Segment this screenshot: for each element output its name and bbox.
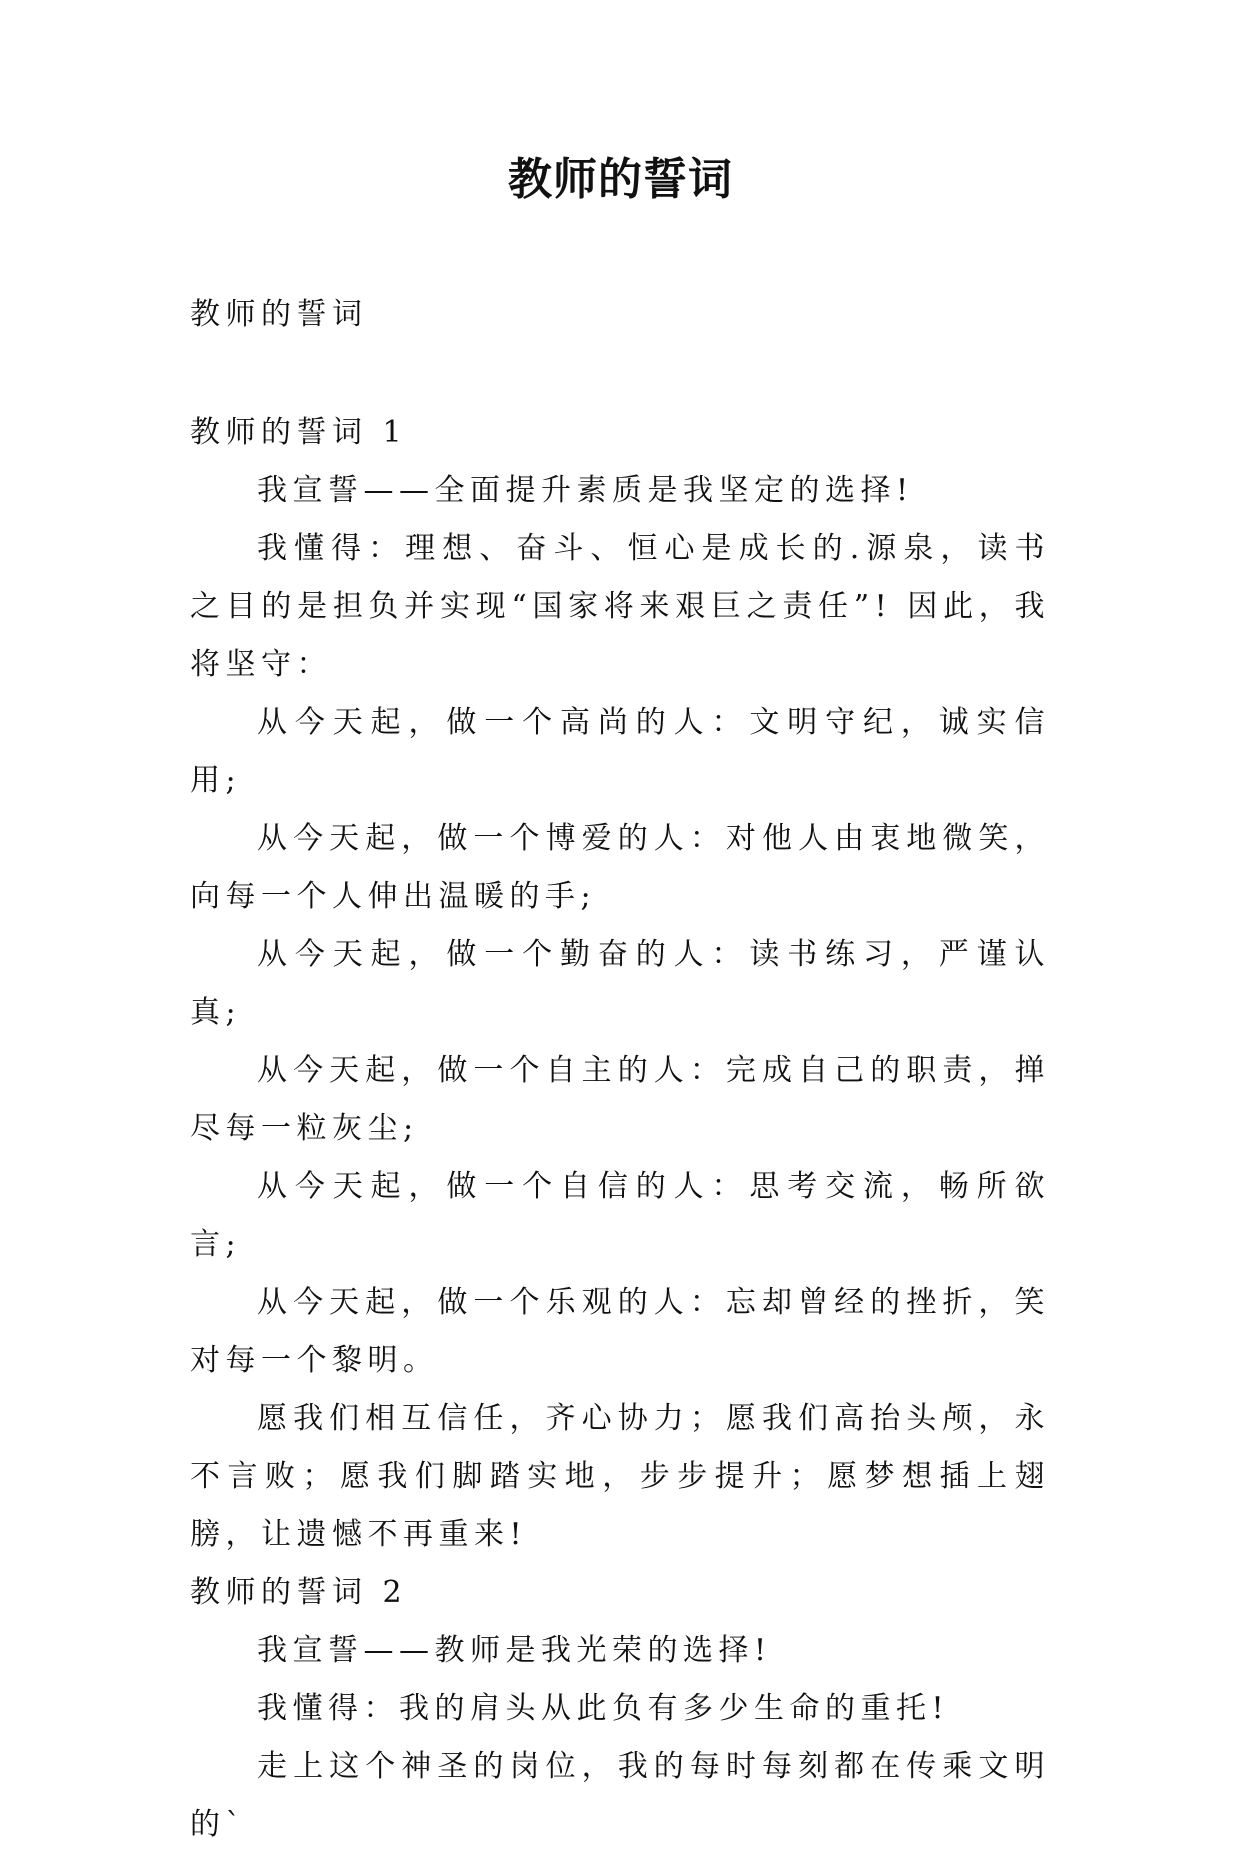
section-heading: 教师的誓词 2 [190, 1575, 408, 1610]
paragraph: 走上这个神圣的岗位，我的每时每刻都在传乘文明的` [190, 1749, 1050, 1842]
paragraph: 从今天起，做一个乐观的人：忘却曾经的挫折，笑对每一个黎明。 [190, 1285, 1050, 1378]
paragraph: 从今天起，做一个博爱的人：对他人由衷地微笑，向每一个人伸出温暖的手; [190, 821, 1050, 914]
paragraph: 从今天起，做一个自信的人：思考交流，畅所欲言; [190, 1169, 1050, 1262]
paragraph: 从今天起，做一个高尚的人：文明守纪，诚实信用; [190, 705, 1050, 798]
paragraph: 我宣誓——全面提升素质是我坚定的选择! [257, 473, 914, 508]
paragraph: 从今天起，做一个勤奋的人：读书练习，严谨认真; [190, 937, 1050, 1030]
paragraph: 我懂得：我的肩头从此负有多少生命的重托! [257, 1691, 950, 1726]
paragraph: 我宣誓——教师是我光荣的选择! [257, 1633, 772, 1668]
section-heading: 教师的誓词 1 [190, 415, 408, 450]
paragraph: 从今天起，做一个自主的人：完成自己的职责，掸尽每一粒灰尘; [190, 1053, 1050, 1146]
paragraph: 愿我们相互信任，齐心协力；愿我们高抬头颅，永不言败；愿我们脚踏实地，步步提升；愿梦想插上翅膀，让遗憾不再重来! [190, 1401, 1050, 1552]
document-subtitle: 教师的誓词 [190, 297, 368, 332]
document-title: 教师的誓词 [508, 154, 733, 205]
document-body [190, 404, 1050, 1854]
paragraph: 我懂得：理想、奋斗、恒心是成长的.源泉，读书之目的是担负并实现“国家将来艰巨之责任”! 因此，我将坚守： [190, 531, 1050, 682]
